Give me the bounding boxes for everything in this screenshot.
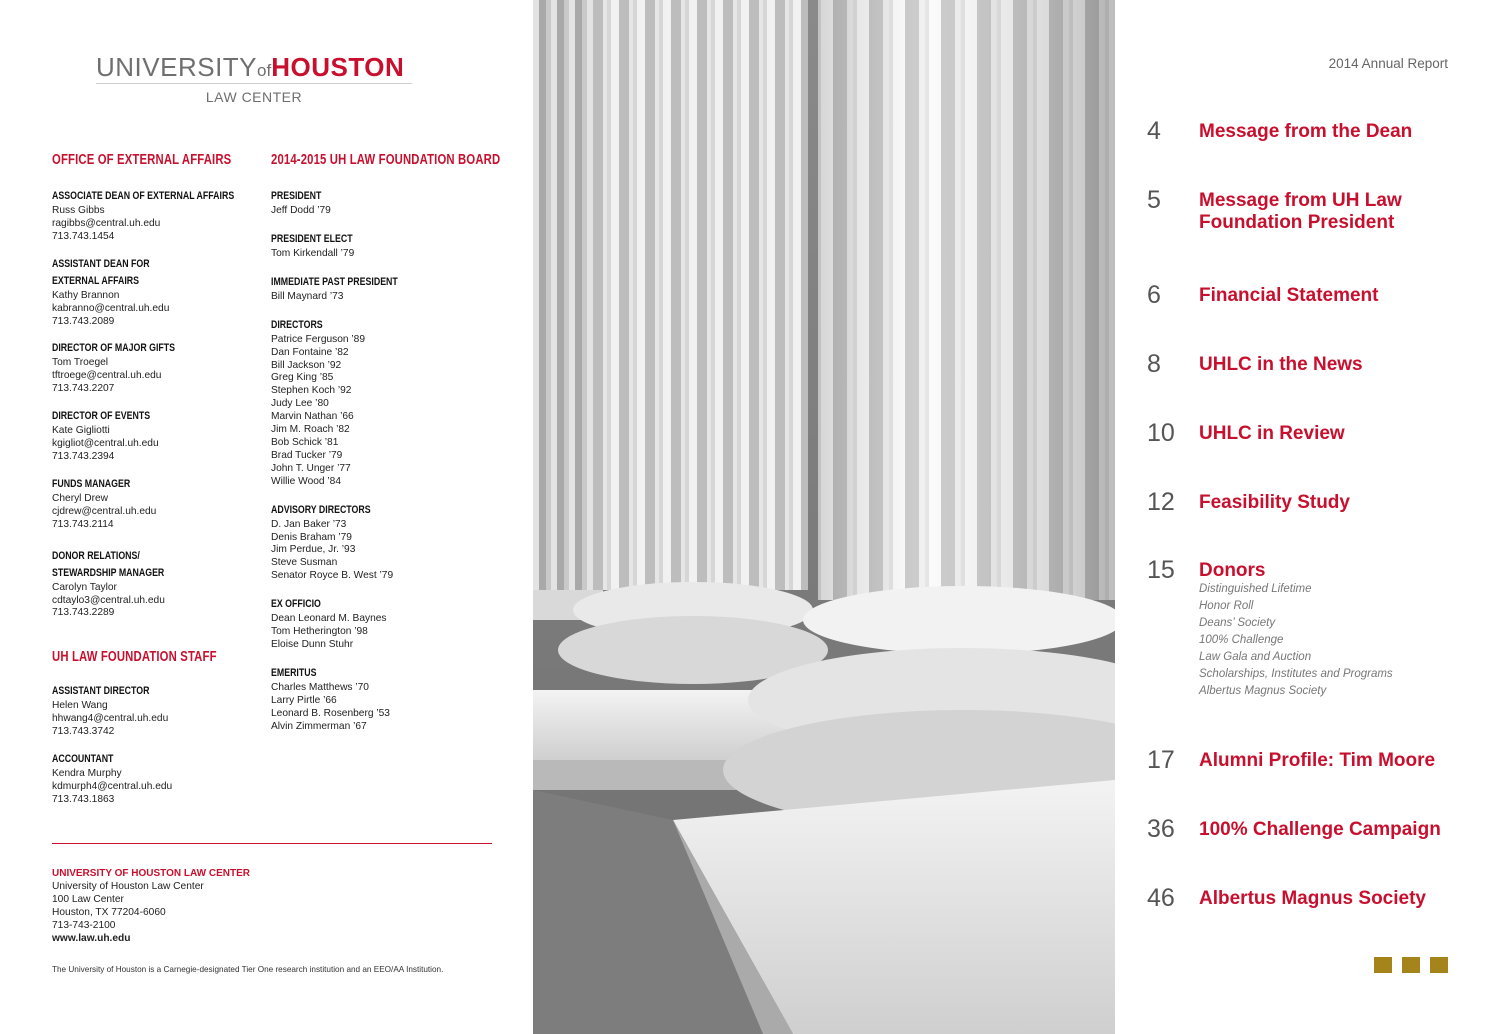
toc-page-number: 36	[1147, 815, 1175, 843]
board-entry	[271, 665, 521, 734]
contact-entry	[52, 188, 262, 244]
contact-role: ASSISTANT DIRECTOR	[52, 685, 150, 697]
board-role: ADVISORY DIRECTORS	[271, 503, 371, 516]
toc-page-number: 15	[1147, 556, 1175, 584]
contact-role: STEWARDSHIP MANAGER	[52, 566, 165, 579]
contact-entry	[52, 751, 262, 807]
address-line: 100 Law Center	[52, 893, 124, 905]
address-line: Houston, TX 77204-6060	[52, 906, 166, 918]
board-entry	[271, 231, 521, 261]
report-label: 2014 Annual Report	[1328, 56, 1448, 71]
foundation-board-heading: 2014-2015 UH LAW FOUNDATION BOARD	[271, 152, 501, 168]
contact-name: Carolyn Taylor	[52, 581, 117, 593]
board-member: Eloise Dunn Stuhr	[271, 638, 354, 650]
contact-entry	[52, 256, 262, 329]
board-member: Bill Jackson ’92	[271, 359, 342, 371]
contact-entry	[52, 548, 262, 621]
gold-square-icon	[1402, 957, 1420, 973]
board-member: Stephen Koch ’92	[271, 385, 352, 397]
contact-role: ASSISTANT DEAN FOR	[52, 257, 150, 270]
contact-role: DIRECTOR OF EVENTS	[52, 410, 151, 423]
university-logo	[96, 52, 404, 83]
board-member: Willie Wood ’84	[271, 475, 342, 487]
board-member: D. Jan Baker ’73	[271, 518, 347, 530]
board-member: Judy Lee ’80	[271, 398, 329, 410]
contact-entry	[52, 408, 262, 464]
contact-name: Kate Gigliotti	[52, 425, 110, 437]
toc-page-number: 8	[1147, 350, 1161, 378]
toc-title[interactable]: Message from the Dean	[1199, 121, 1413, 142]
board-member: Senator Royce B. West ’79	[271, 570, 394, 582]
toc-subitem: Albertus Magnus Society	[1199, 685, 1327, 697]
toc-title[interactable]: Financial Statement	[1199, 285, 1379, 306]
toc-subitem: Scholarships, Institutes and Programs	[1199, 668, 1393, 680]
contact-email[interactable]: tftroege@central.uh.edu	[52, 370, 162, 382]
board-member: Dan Fontaine ’82	[271, 346, 349, 358]
contact-name: Kathy Brannon	[52, 289, 120, 301]
contact-entry	[52, 340, 262, 396]
toc-subitem: Honor Roll	[1199, 600, 1254, 612]
toc-title[interactable]: 100% Challenge Campaign	[1199, 819, 1441, 840]
contact-entry	[52, 683, 262, 739]
contact-role: ACCOUNTANT	[52, 752, 114, 765]
contact-name: Cheryl Drew	[52, 492, 109, 504]
toc-subitem: Law Gala and Auction	[1199, 651, 1312, 663]
toc-page-number: 5	[1147, 186, 1161, 214]
contact-name: Tom Troegel	[52, 357, 109, 369]
board-member: Dean Leonard M. Baynes	[271, 613, 387, 625]
board-member: Alvin Zimmerman ’67	[271, 720, 367, 732]
board-member: Tom Kirkendall ’79	[271, 247, 355, 259]
address-heading: UNIVERSITY OF HOUSTON LAW CENTER	[52, 868, 250, 879]
board-member: Jeff Dodd ’79	[271, 205, 331, 216]
contact-email[interactable]: kdmurph4@central.uh.edu	[52, 780, 173, 792]
website-link[interactable]: www.law.uh.edu	[52, 932, 131, 944]
logo-divider	[96, 83, 412, 84]
contact-role: FUNDS MANAGER	[52, 477, 131, 490]
board-role: DIRECTORS	[271, 318, 323, 331]
section-divider	[52, 843, 492, 844]
logo-subtitle: LAW CENTER	[205, 89, 303, 105]
contact-email[interactable]: cdtaylo3@central.uh.edu	[52, 594, 165, 606]
contact-role: DONOR RELATIONS/	[52, 549, 140, 562]
external-affairs-heading: OFFICE OF EXTERNAL AFFAIRS	[52, 152, 232, 168]
board-entry	[271, 502, 521, 584]
table-of-contents-panel	[1115, 0, 1500, 1034]
logo-houston-text: HOUSTON	[271, 52, 405, 82]
board-role: PRESIDENT	[271, 190, 322, 202]
contact-email[interactable]: cjdrew@central.uh.edu	[52, 505, 157, 517]
contact-name: Kendra Murphy	[52, 767, 122, 779]
contact-entry	[52, 476, 262, 532]
board-role: PRESIDENT ELECT	[271, 232, 353, 245]
marble-columns-photo	[533, 0, 1115, 1034]
logo-of-text: of	[257, 61, 272, 80]
board-entry	[271, 317, 521, 489]
toc-page-number: 12	[1147, 488, 1175, 516]
toc-subitem: Deans’ Society	[1199, 617, 1276, 629]
contact-phone: 713.743.2289	[52, 607, 115, 619]
board-role: IMMEDIATE PAST PRESIDENT	[271, 275, 398, 288]
board-member: Bill Maynard ’73	[271, 290, 344, 302]
foundation-staff-column	[52, 649, 262, 806]
contact-role: EXTERNAL AFFAIRS	[52, 274, 140, 287]
toc-title[interactable]: Alumni Profile: Tim Moore	[1199, 750, 1436, 771]
contact-email[interactable]: ragibbs@central.uh.edu	[52, 217, 161, 229]
contact-phone: 713.743.2114	[52, 518, 114, 530]
board-member: John T. Unger ’77	[271, 462, 351, 474]
board-member: Charles Matthews ’70	[271, 681, 369, 693]
toc-page-number: 6	[1147, 281, 1161, 309]
toc-title[interactable]: UHLC in Review	[1199, 423, 1345, 444]
toc-title[interactable]: UHLC in the News	[1199, 354, 1363, 375]
address-line: University of Houston Law Center	[52, 880, 204, 892]
contact-phone: 713.743.3742	[52, 725, 115, 737]
contact-role: DIRECTOR OF MAJOR GIFTS	[52, 342, 176, 355]
contact-email[interactable]: kgigliot@central.uh.edu	[52, 438, 159, 450]
decorative-squares	[1374, 957, 1448, 978]
board-member: Jim M. Roach ’82	[271, 424, 350, 436]
toc-page-number: 4	[1147, 117, 1161, 145]
toc-title[interactable]: Message from UH Law Foundation President	[1199, 190, 1402, 233]
contact-phone: 713.743.1863	[52, 793, 115, 805]
foundation-board-column	[271, 152, 521, 733]
contact-phone: 713.743.2089	[52, 315, 115, 327]
toc-title[interactable]: Donors	[1199, 560, 1266, 581]
board-member: Marvin Nathan ’66	[271, 411, 354, 423]
board-member: Larry Pirtle ’66	[271, 694, 337, 706]
foundation-staff-heading: UH LAW FOUNDATION STAFF	[52, 649, 217, 665]
board-member: Greg King ’85	[271, 372, 334, 384]
board-member: Denis Braham ’79	[271, 531, 352, 543]
toc-subitem: Distinguished Lifetime	[1199, 583, 1312, 595]
board-entry	[271, 188, 521, 218]
board-member: Jim Perdue, Jr. ’93	[271, 544, 356, 556]
toc-page-number: 10	[1147, 419, 1175, 447]
external-affairs-column	[52, 152, 262, 620]
board-role: EX OFFICIO	[271, 598, 321, 611]
gold-square-icon	[1374, 957, 1392, 973]
contact-phone: 713.743.2394	[52, 450, 115, 462]
toc-title[interactable]: Feasibility Study	[1199, 492, 1350, 513]
board-member: Leonard B. Rosenberg ’53	[271, 707, 390, 719]
contact-email[interactable]: hhwang4@central.uh.edu	[52, 712, 169, 724]
address-phone: 713-743-2100	[52, 919, 116, 931]
board-role: EMERITUS	[271, 666, 317, 679]
toc-subitem: 100% Challenge	[1199, 634, 1284, 646]
contact-name: Helen Wang	[52, 700, 108, 711]
footer-note: The University of Houston is a Carnegie-designated Tier One research institution and an EEO/AA Institution.	[52, 965, 444, 974]
address-block	[52, 868, 250, 945]
board-entry	[271, 596, 521, 652]
contact-email[interactable]: kabranno@central.uh.edu	[52, 302, 170, 314]
toc-page-number: 46	[1147, 884, 1175, 912]
board-member: Tom Hetherington ’98	[271, 626, 368, 638]
board-member: Bob Schick ’81	[271, 436, 339, 448]
contact-name: Russ Gibbs	[52, 205, 105, 216]
contact-phone: 713.743.1454	[52, 230, 115, 242]
toc-page-number: 17	[1147, 746, 1175, 774]
gold-square-icon	[1430, 957, 1448, 973]
contacts-panel	[0, 0, 533, 1034]
board-member: Brad Tucker ’79	[271, 449, 343, 461]
logo-university-text: UNIVERSITY	[96, 52, 258, 82]
board-entry	[271, 274, 521, 304]
toc-title[interactable]: Albertus Magnus Society	[1199, 888, 1426, 909]
columns-illustration	[533, 0, 1115, 1034]
contact-phone: 713.743.2207	[52, 383, 115, 395]
contact-role: ASSOCIATE DEAN OF EXTERNAL AFFAIRS	[52, 190, 235, 202]
board-member: Patrice Ferguson ’89	[271, 333, 366, 345]
board-member: Steve Susman	[271, 557, 338, 569]
